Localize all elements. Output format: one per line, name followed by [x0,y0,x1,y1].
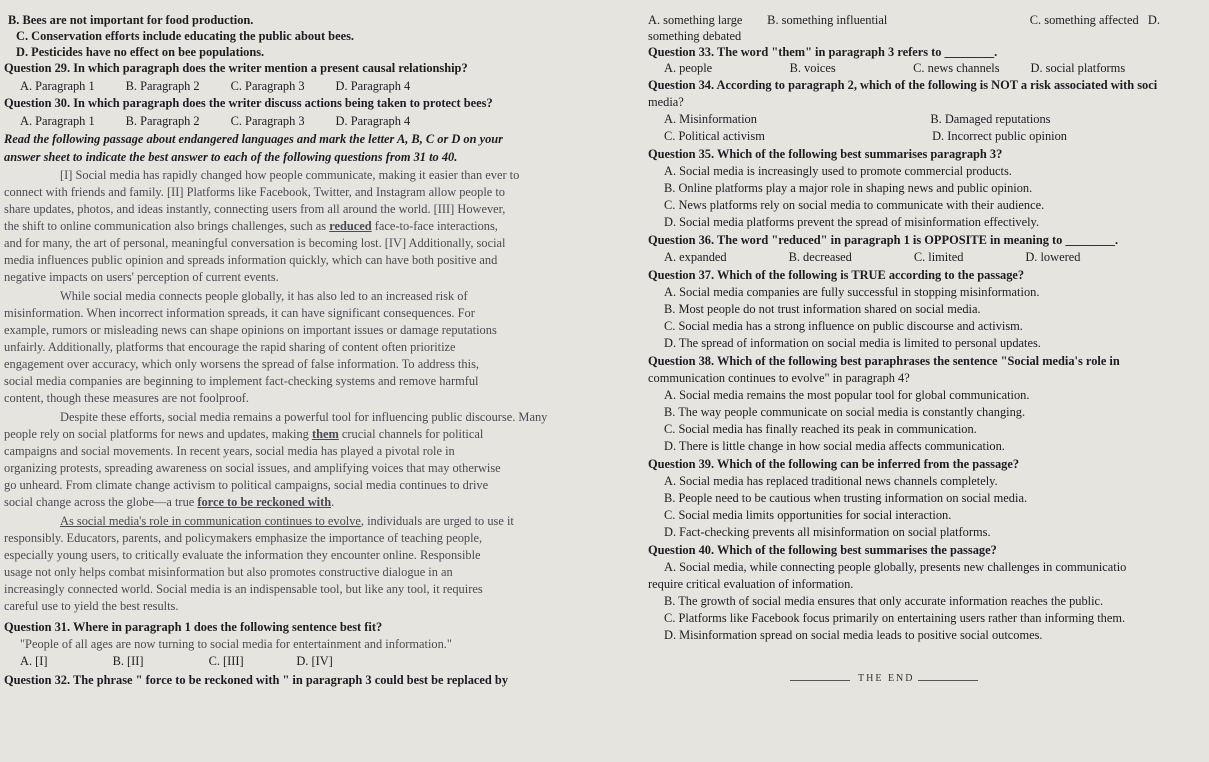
question-38-option: A. Social media remains the most popular tool for global communication. [664,388,1030,402]
question-38-option: B. The way people communicate on social media is constantly changing. [664,405,1026,419]
question-35-option: C. News platforms rely on social media to communicate with their audience. [664,198,1045,212]
question-31-sentence: "People of all ages are now turning to social media for entertainment and information." [20,637,452,651]
question-39: Question 39. Which of the following can be inferred from the passage? [648,457,1020,471]
question-39-option: A. Social media has replaced traditional news channels completely. [664,474,998,488]
passage-line: social media companies are beginning to implement fact-checking systems and remove harmful [4,374,479,388]
question-35-option: B. Online platforms play a major role in shaping news and public opinion. [664,181,1033,195]
question-37-option: C. Social media has a strong influence on public discourse and activism. [664,319,1023,333]
passage-fragment: the shift to online communication also brings challenges, such as [4,219,330,233]
question-37-option: D. The spread of information on social media is limited to personal updates. [664,336,1041,350]
passage-line: engagement over accuracy, which only worsens the spread of false information. To address this, [4,357,479,371]
question-34-options-cd: C. Political activism D. Incorrect public opinion [664,129,1067,143]
question-34-options-ab: A. Misinformation B. Damaged reputations [664,112,1051,126]
question-32-options: A. something large B. something influential C. something affected D. [648,13,1160,27]
passage-line: misinformation. When incorrect information spreads, it can have significant consequences. For [4,306,475,320]
question-35: Question 35. Which of the following best summarises paragraph 3? [648,147,1003,161]
question-29: Question 29. In which paragraph does the writer mention a present causal relationship? [4,61,468,75]
passage-line: share updates, photos, and ideas instantly, connecting users from all around the world. [III] However, [4,202,506,216]
passage-line: unfairly. Additionally, platforms that encourage the rapid sharing of content often prioritize [4,340,456,354]
question-34-cont: media? [648,95,684,109]
passage-line: [I] Social media has rapidly changed how people communicate, making it easier than ever to [60,168,520,182]
passage-line: usage not only helps combat misinformation but also promotes constructive dialogue in an [4,565,453,579]
passage-line: responsibly. Educators, parents, and policymakers emphasize the importance of teaching people, [4,531,483,545]
passage-fragment: , individuals are urged to use it [360,514,514,528]
option-29c-line: C. Conservation efforts include educating the public about bees. [16,29,354,43]
question-39-option: C. Social media limits opportunities for social interaction. [664,508,952,522]
passage-line: especially young users, to critically evaluate the information they encounter online. Responsible [4,548,481,562]
question-38-cont: communication continues to evolve" in paragraph 4? [648,371,910,385]
underlined-word-them: them [311,427,339,441]
question-33-options: A. people B. voices C. news channels D. social platforms [664,61,1126,75]
passage-line: negative impacts on users' perception of current events. [4,270,279,284]
underlined-word-reduced: reduced [329,219,372,233]
end-rule-right [918,680,978,681]
passage-fragment: social change across the globe—a true [4,495,198,509]
option-29b-line: B. Bees are not important for food production. [8,13,254,27]
question-40-option: C. Platforms like Facebook focus primarily on entertaining users rather than informing them. [664,611,1126,625]
passage-line: Despite these efforts, social media remains a powerful tool for influencing public discourse. Many [60,410,548,424]
question-30-options: A. Paragraph 1 B. Paragraph 2 C. Paragraph 3 D. Paragraph 4 [20,114,411,128]
question-37-option: A. Social media companies are fully successful in stopping misinformation. [664,285,1040,299]
passage-line: and for many, the art of personal, meaningful conversation is becoming lost. [IV] Additionally, social [4,236,506,250]
end-rule-left [790,680,850,681]
question-31-options: A. [I] B. [II] C. [III] D. [IV] [20,654,333,668]
question-38: Question 38. Which of the following best paraphrases the sentence "Social media's role in [648,354,1120,368]
question-40-option-cont: require critical evaluation of information. [648,577,854,591]
underlined-phrase-force: force to be reckoned with [197,495,332,509]
question-38-option: C. Social media has finally reached its peak in communication. [664,422,977,436]
passage-line: content, though these measures are not foolproof. [4,391,249,405]
question-39-option: D. Fact-checking prevents all misinformation on social platforms. [664,525,991,539]
underlined-sentence-evolve: As social media's role in communication continues to evolve [60,514,361,528]
question-39-option: B. People need to be cautious when trusting information on social media. [664,491,1028,505]
question-40-option: A. Social media, while connecting people globally, presents new challenges in communicatio [664,560,1127,574]
passage-line: While social media connects people globally, it has also led to an increased risk of [60,289,468,303]
question-40-option: B. The growth of social media ensures that only accurate information reaches the public. [664,594,1104,608]
passage-instructions-2: answer sheet to indicate the best answer to each of the following questions from 31 to 40. [4,150,458,164]
question-31: Question 31. Where in paragraph 1 does the following sentence best fit? [4,620,383,634]
passage-fragment: crucial channels for political [338,427,484,441]
passage-line: organizing protests, spreading awareness on social issues, and amplifying voices that may otherwise [4,461,501,475]
question-40-option: D. Misinformation spread on social media leads to positive social outcomes. [664,628,1043,642]
passage-line-them [4,427,483,441]
question-32-option-d: something debated [648,29,742,43]
question-35-option: D. Social media platforms prevent the spread of misinformation effectively. [664,215,1040,229]
passage-line: increasingly connected world. Social media is an indispensable tool, but like any tool, it requires [4,582,483,596]
passage-line-reduced [4,219,498,233]
passage-line: careful use to yield the best results. [4,599,179,613]
passage-instructions-1: Read the following passage about endangered languages and mark the letter A, B, C or D on your [4,132,504,146]
passage-line: media influences public opinion and spreads information quickly, which can have both positive and [4,253,498,267]
passage-fragment: face-to-face interactions, [371,219,498,233]
question-37: Question 37. Which of the following is TRUE according to the passage? [648,268,1025,282]
question-36-options: A. expanded B. decreased C. limited D. lowered [664,250,1081,264]
question-40: Question 40. Which of the following best summarises the passage? [648,543,997,557]
question-33: Question 33. The word "them" in paragraph 3 refers to ________. [648,45,998,59]
question-35-option: A. Social media is increasingly used to promote commercial products. [664,164,1012,178]
question-37-option: B. Most people do not trust information shared on social media. [664,302,981,316]
end-marker: THE END [858,673,915,684]
passage-line: connect with friends and family. [II] Platforms like Facebook, Twitter, and Instagram allow people to [4,185,506,199]
passage-fragment: people rely on social platforms for news and updates, making [4,427,312,441]
option-29d-line: D. Pesticides have no effect on bee populations. [16,45,265,59]
passage-line-evolve [60,514,514,528]
question-38-option: D. There is little change in how social media affects communication. [664,439,1005,453]
passage-fragment: . [331,495,335,509]
question-30: Question 30. In which paragraph does the writer discuss actions being taken to protect bees? [4,96,493,110]
passage-line-force [4,495,334,509]
passage-line: example, rumors or misleading news can shape opinions on important issues or damage reputations [4,323,497,337]
question-29-options: A. Paragraph 1 B. Paragraph 2 C. Paragraph 3 D. Paragraph 4 [20,79,411,93]
question-32: Question 32. The phrase " force to be reckoned with " in paragraph 3 could best be replaced by [4,673,509,687]
passage-line: campaigns and social movements. In recent years, social media has played a pivotal role in [4,444,455,458]
passage-line: go unheard. From climate change activism to political campaigns, social media continues to drive [4,478,489,492]
question-36: Question 36. The word "reduced" in paragraph 1 is OPPOSITE in meaning to ________. [648,233,1119,247]
question-34: Question 34. According to paragraph 2, which of the following is NOT a risk associated with soci [648,78,1158,92]
